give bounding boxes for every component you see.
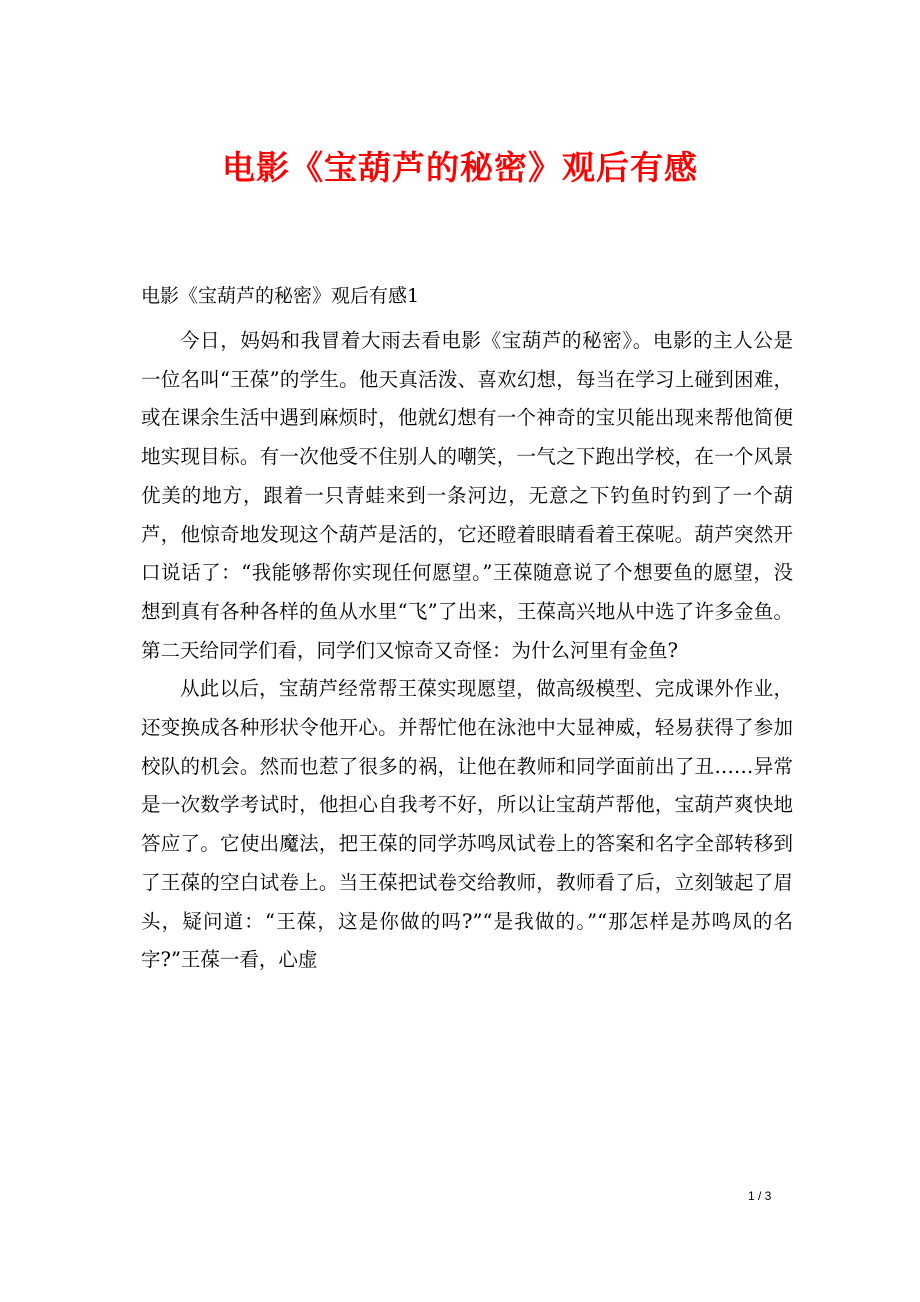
paragraph: 从此以后，宝葫芦经常帮王葆实现愿望，做高级模型、完成课外作业，还变换成各种形状令他开心。并帮忙他在泳池中大显神威，轻易获得了参加校队的机会。然而也惹了很多的祸，让他在教师和同学面前出了丑……异常是一次数学考试时，他担心自我考不好，所以让宝葫芦帮他，宝葫芦爽快地答应了。它使出魔法，把王葆的同学苏鸣凤试卷上的答案和名字全部转移到了王葆的空白试卷上。当王葆把试卷交给教师，教师看了后，立刻皱起了眉头，疑问道：“王葆，这是你做的吗?”“是我做的。”“那怎样是苏鸣凤的名字?”王葆一看，心虚 bbox=[141, 677, 793, 972]
page-number: 1 / 3 bbox=[748, 1189, 772, 1203]
body-text bbox=[141, 322, 793, 980]
document-title: 电影《宝葫芦的秘密》观后有感 bbox=[222, 148, 698, 187]
paragraph: 今日，妈妈和我冒着大雨去看电影《宝葫芦的秘密》。电影的主人公是一位名叫“王葆”的学生。他天真活泼、喜欢幻想，每当在学习上碰到困难，或在课余生活中遇到麻烦时，他就幻想有一个神奇的宝贝能出现来帮他简便地实现目标。有一次他受不住别人的嘲笑，一气之下跑出学校，在一个风景优美的地方，跟着一只青蛙来到一条河边，无意之下钓鱼时钓到了一个葫芦，他惊奇地发现这个葫芦是活的，它还瞪着眼睛看着王葆呢。葫芦突然开口说话了：“我能够帮你实现任何愿望。”王葆随意说了个想要鱼的愿望，没想到真有各种各样的鱼从水里“飞”了出来，王葆高兴地从中选了许多金鱼。第二天给同学们看，同学们又惊奇又奇怪：为什么河里有金鱼? bbox=[141, 329, 793, 662]
section-heading: 电影《宝葫芦的秘密》观后有感1 bbox=[141, 285, 420, 307]
